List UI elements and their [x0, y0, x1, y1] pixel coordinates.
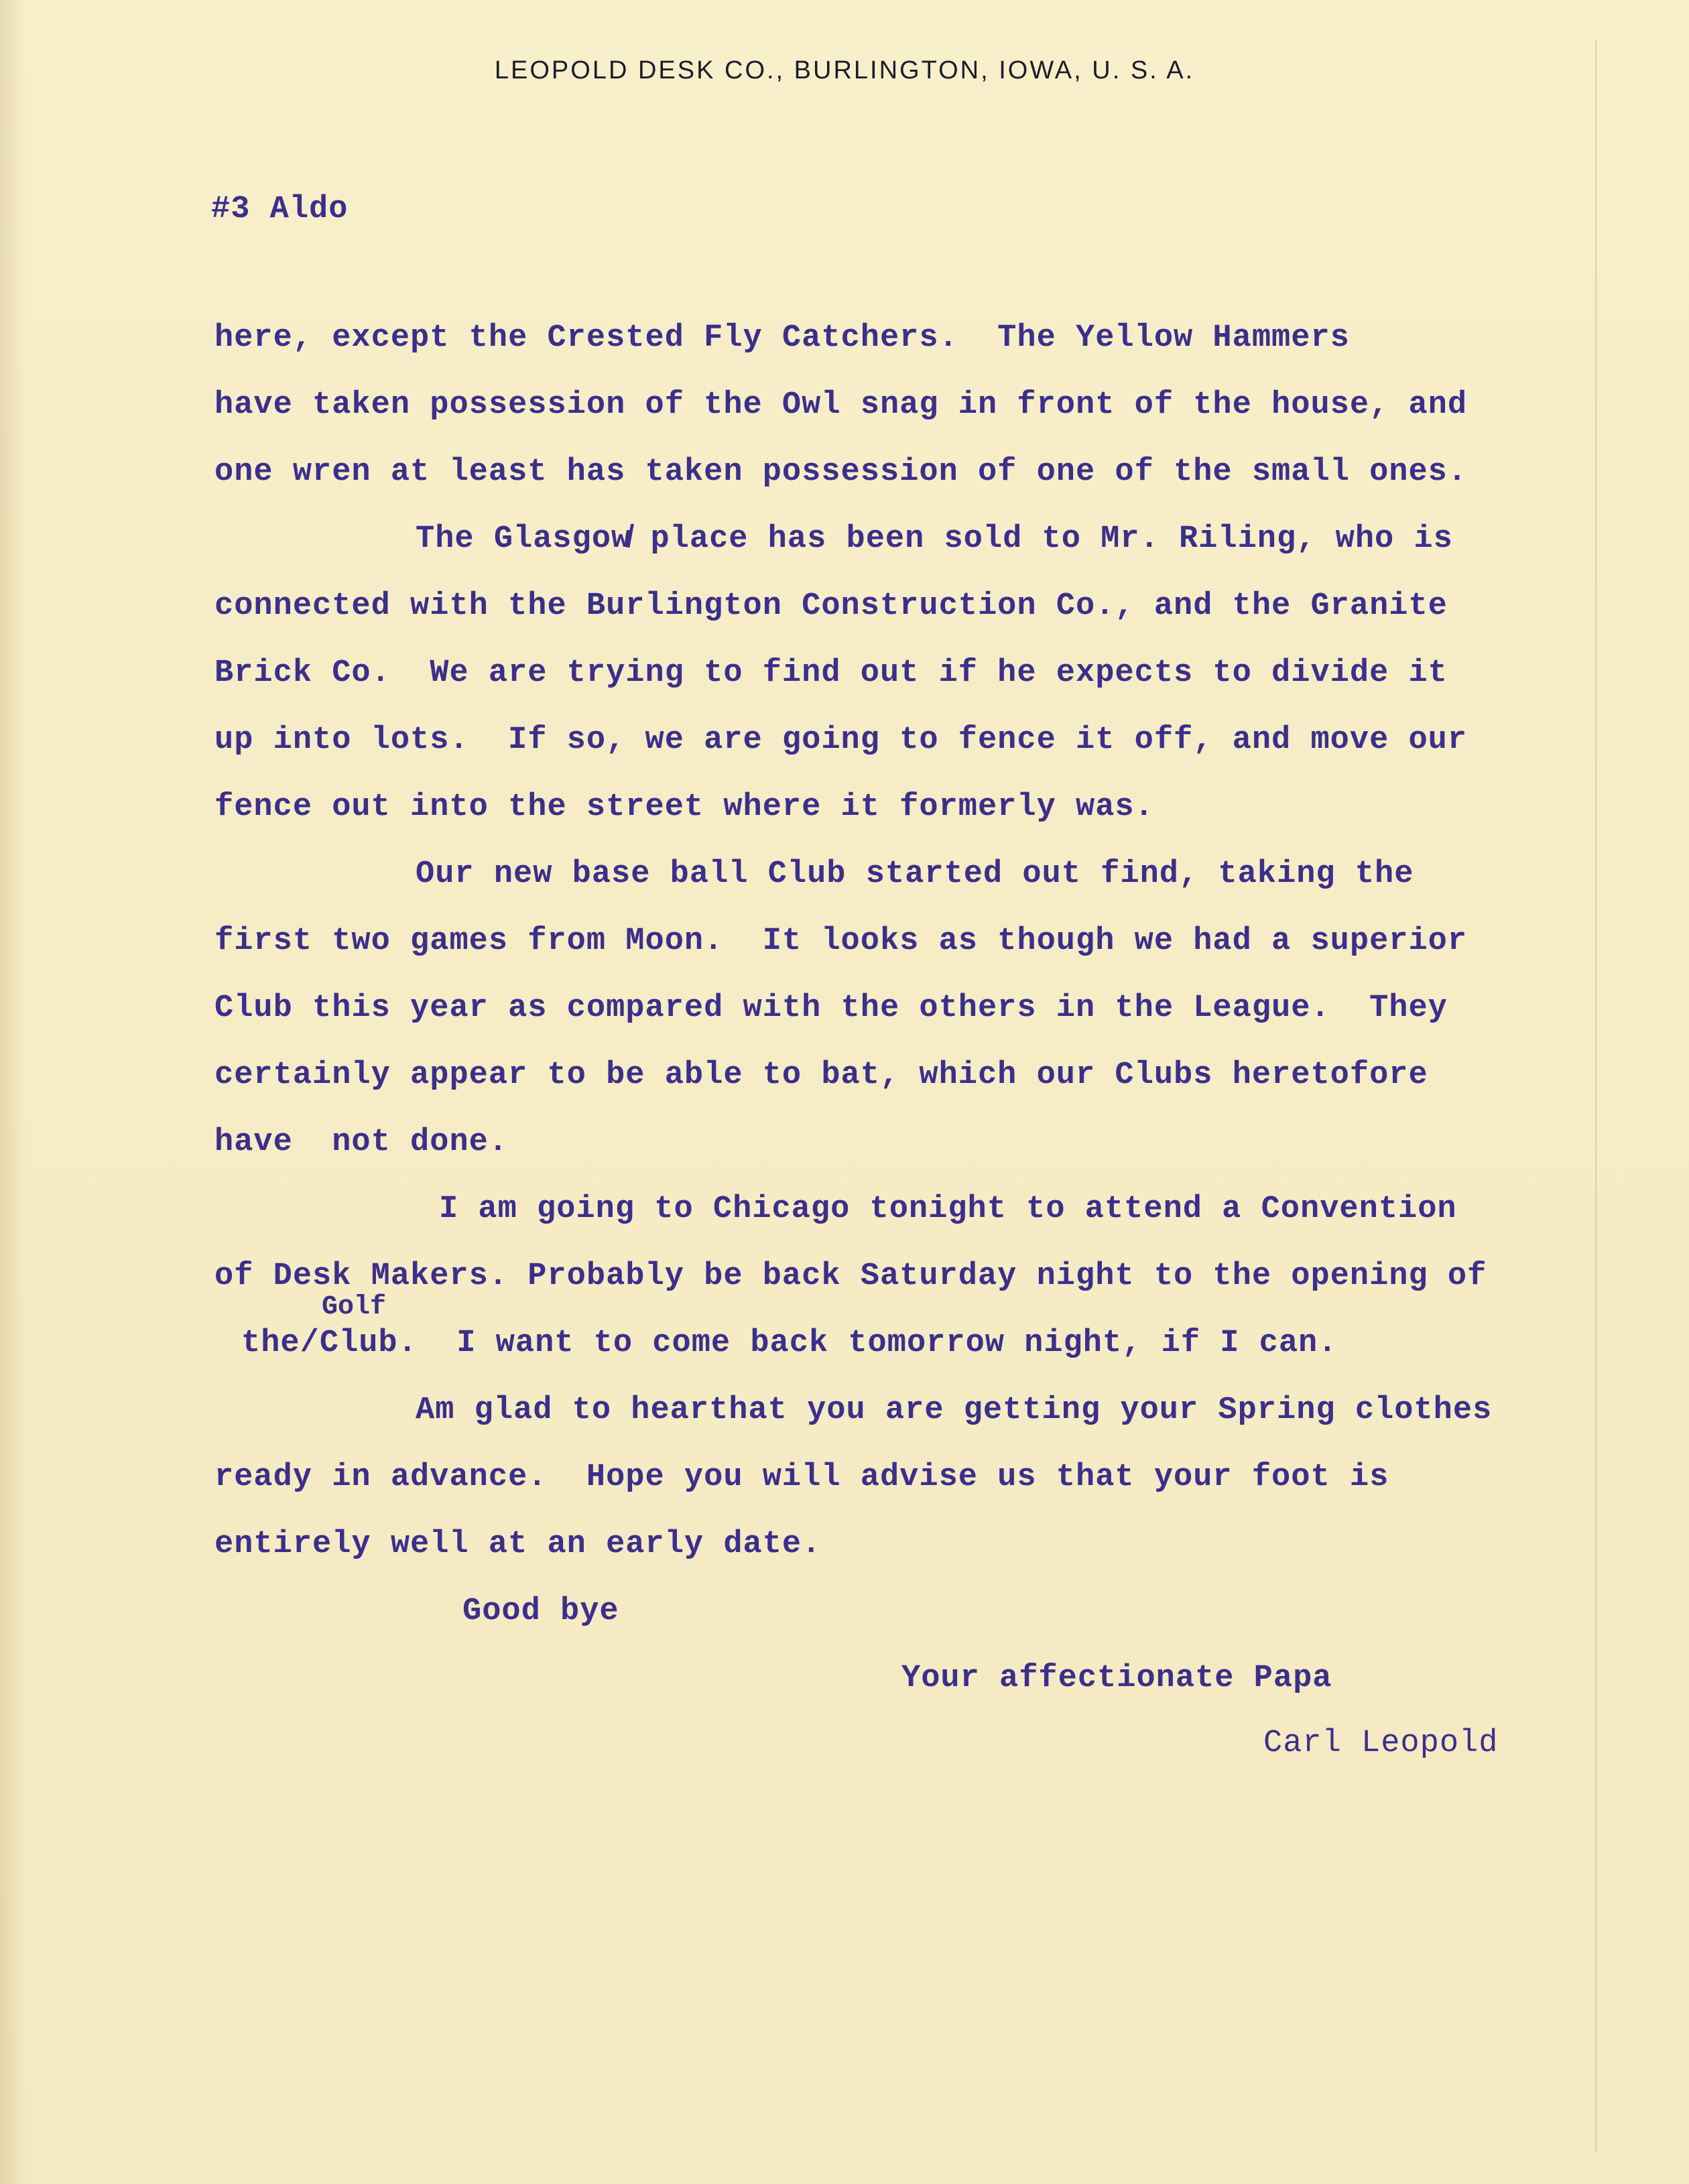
letter-line: Our new base ball Club started out find, taking the — [416, 856, 1414, 892]
letter-line: entirely well at an early date. — [214, 1527, 822, 1562]
letter-line: have not done. — [214, 1125, 509, 1160]
letter-line: Brick Co. We are trying to find out if he expects to divide it — [214, 655, 1448, 691]
letter-line: certainly appear to be able to bat, which our Clubs heretofore — [214, 1057, 1428, 1093]
letter-line: The Glasgow̸ place has been sold to Mr. Riling, who is — [416, 521, 1453, 557]
closing: Your affectionate Papa — [901, 1661, 1332, 1696]
page-reference: #3 Aldo — [211, 192, 349, 227]
valediction-line: Good bye — [462, 1594, 619, 1629]
paper-fold-line — [1595, 40, 1597, 2151]
letter-line: Club this year as compared with the others in the League. They — [214, 990, 1448, 1026]
letter-line: connected with the Burlington Construction Co., and the Granite — [214, 588, 1448, 624]
signature: Carl Leopold — [1263, 1726, 1499, 1761]
letter-line: have taken possession of the Owl snag in front of the house, and — [214, 387, 1468, 423]
paper-edge-shadow — [0, 0, 27, 2184]
letter-line: one wren at least has taken possession of one of the small ones. — [214, 454, 1468, 490]
letter-line: the/Club. I want to come back tomorrow night, if I can. — [241, 1326, 1338, 1361]
letterhead: LEOPOLD DESK CO., BURLINGTON, IOWA, U. S. A. — [494, 56, 1195, 84]
letter-line: first two games from Moon. It looks as though we had a superior — [214, 923, 1468, 959]
letter-line: I am going to Chicago tonight to attend a Convention — [439, 1192, 1457, 1227]
letter-line: ready in advance. Hope you will advise us that your foot is — [214, 1460, 1389, 1495]
letter-line: of Desk Makers. Probably be back Saturday night to the opening of — [214, 1259, 1487, 1294]
inserted-word: Golf — [322, 1292, 387, 1322]
letter-line: here, except the Crested Fly Catchers. The Yellow Hammers — [214, 320, 1350, 356]
letter-line: up into lots. If so, we are going to fence it off, and move our — [214, 722, 1468, 758]
letter-line: fence out into the street where it formerly was. — [214, 789, 1154, 825]
letter-line: Am glad to hearthat you are getting your Spring clothes — [416, 1393, 1493, 1428]
